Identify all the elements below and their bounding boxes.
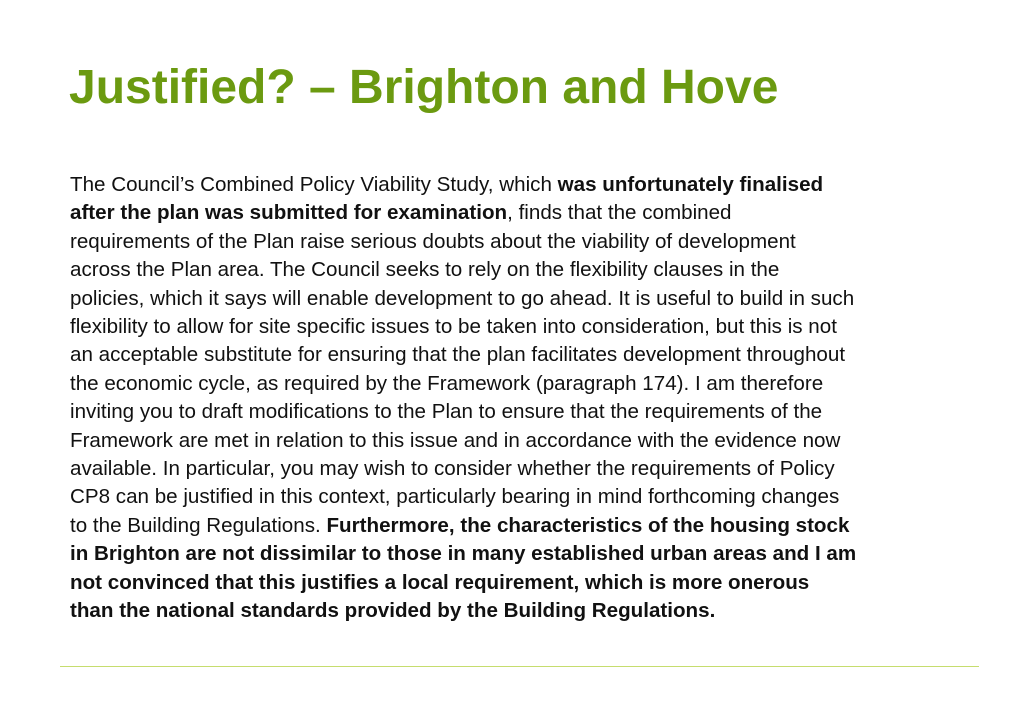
paragraph-text: to the Building Regulations. [70,513,327,537]
paragraph-line [70,256,980,284]
paragraph-text: available. In particular, you may wish to consider whether the requirements of Policy [70,457,835,481]
slide-title: Justified? – Brighton and Hove [69,61,779,114]
paragraph-text: an acceptable substitute for ensuring that the plan facilitates development throughout [70,343,846,367]
paragraph-text: Framework are met in relation to this issue and in accordance with the evidence now [70,428,841,452]
paragraph-line [70,171,980,199]
paragraph-line [70,228,980,256]
emphasized-text: not convinced that this justifies a local requirement, which is more onerous [70,570,810,594]
paragraph-text: CP8 can be justified in this context, particularly bearing in mind forthcoming changes [70,485,840,509]
emphasized-text: in Brighton are not dissimilar to those in many established urban areas and I am [70,542,857,566]
paragraph-line [70,341,980,369]
emphasized-text: was unfortunately finalised [557,173,824,196]
emphasized-text: after the plan was submitted for examination [70,201,508,225]
body-paragraph [70,171,980,626]
paragraph-line [70,199,980,227]
paragraph-text: requirements of the Plan raise serious doubts about the viability of development [70,229,796,253]
paragraph-line [70,313,980,341]
paragraph-text: across the Plan area. The Council seeks to rely on the flexibility clauses in the [70,258,780,282]
emphasized-text: Furthermore, the characteristics of the housing stock [326,513,850,537]
paragraph-text: flexibility to allow for site specific issues to be taken into consideration, but this is not [70,315,837,339]
paragraph-text: the economic cycle, as required by the Framework (paragraph 174). I am therefore [70,371,824,395]
paragraph-line [70,398,980,426]
paragraph-line [70,455,980,483]
paragraph-line [70,597,980,625]
paragraph-line [70,512,980,540]
emphasized-text: than the national standards provided by the Building Regulations. [70,599,716,623]
paragraph-line [70,483,980,511]
footer-divider [60,666,979,667]
paragraph-line [70,285,980,313]
paragraph-text: The Council’s Combined Policy Viability Study, which [70,173,558,196]
paragraph-line [70,540,980,568]
paragraph-line [70,427,980,455]
paragraph-line [70,569,980,597]
paragraph-text: inviting you to draft modifications to the Plan to ensure that the requirements of the [70,400,823,424]
paragraph-line [70,370,980,398]
paragraph-text: policies, which it says will enable development to go ahead. It is useful to build in such [70,286,855,310]
paragraph-text: , finds that the combined [507,201,732,225]
